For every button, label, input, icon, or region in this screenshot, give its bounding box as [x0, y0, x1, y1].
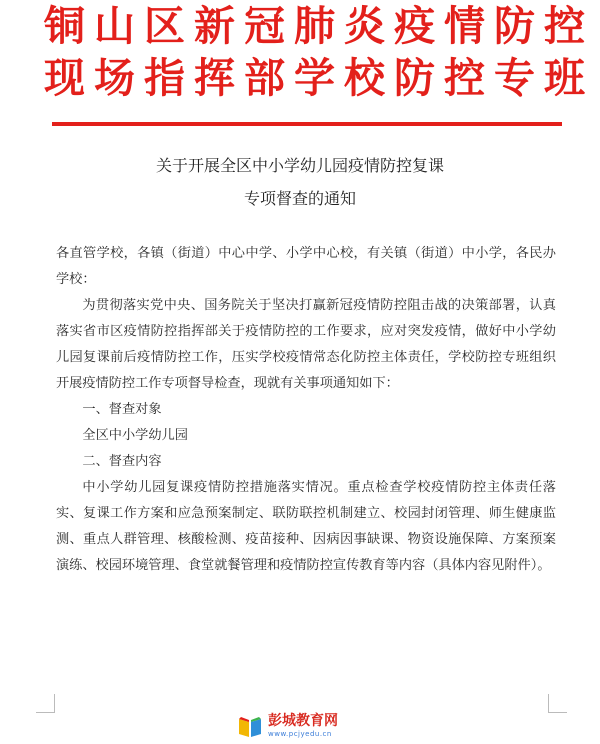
paragraph-intro: 为贯彻落实党中央、国务院关于坚决打赢新冠疫情防控阻击战的决策部署，认真落实省市区疫情防控指挥部关于疫情防控的工作要求，应对突发疫情，做好中小学幼儿园复课前后疫情防控工作，压实学校疫情常态化防控主体责任，学校防控专班组织开展疫情防控工作专项督导检查，现就有关事项通知如下：	[56, 298, 556, 391]
section2-heading: 二、督查内容	[82, 454, 162, 469]
notice-title-line1: 关于开展全区中小学幼儿园疫情防控复课	[155, 156, 444, 175]
page-corner-mark-right	[548, 694, 567, 713]
watermark-url: www.pcjyedu.cn	[268, 730, 332, 738]
section2-text: 中小学幼儿园复课疫情防控措施落实情况。重点检查学校疫情防控主体责任落实、复课工作方案和应急预案制定、联防联控机制建立、校园封闭管理、师生健康监测、重点人群管理、核酸检测、疫苗接种、因病因事缺课、物资设施保障、方案预案演练、校园环境管理、食堂就餐管理和疫情防控宣传教育等内容（具体内容见附件）。	[56, 480, 556, 573]
site-watermark	[236, 708, 376, 744]
issuer-title-line2: 现场指挥部学校防控专班	[44, 54, 594, 102]
book-logo-icon	[236, 712, 264, 740]
watermark-name: 彭城教育网	[268, 713, 338, 729]
section1-text: 全区中小学幼儿园	[82, 428, 188, 443]
issuer-title-line1: 铜山区新冠肺炎疫情防控	[44, 2, 594, 50]
page-corner-mark-left	[36, 694, 55, 713]
notice-body	[56, 241, 556, 579]
notice-title-line2: 专项督查的通知	[243, 189, 356, 208]
section1-heading: 一、督查对象	[82, 402, 162, 417]
red-divider	[52, 122, 562, 126]
addressee: 各直管学校，各镇（街道）中心中学、小学中心校，有关镇（街道）中小学，各民办学校：	[56, 246, 556, 287]
